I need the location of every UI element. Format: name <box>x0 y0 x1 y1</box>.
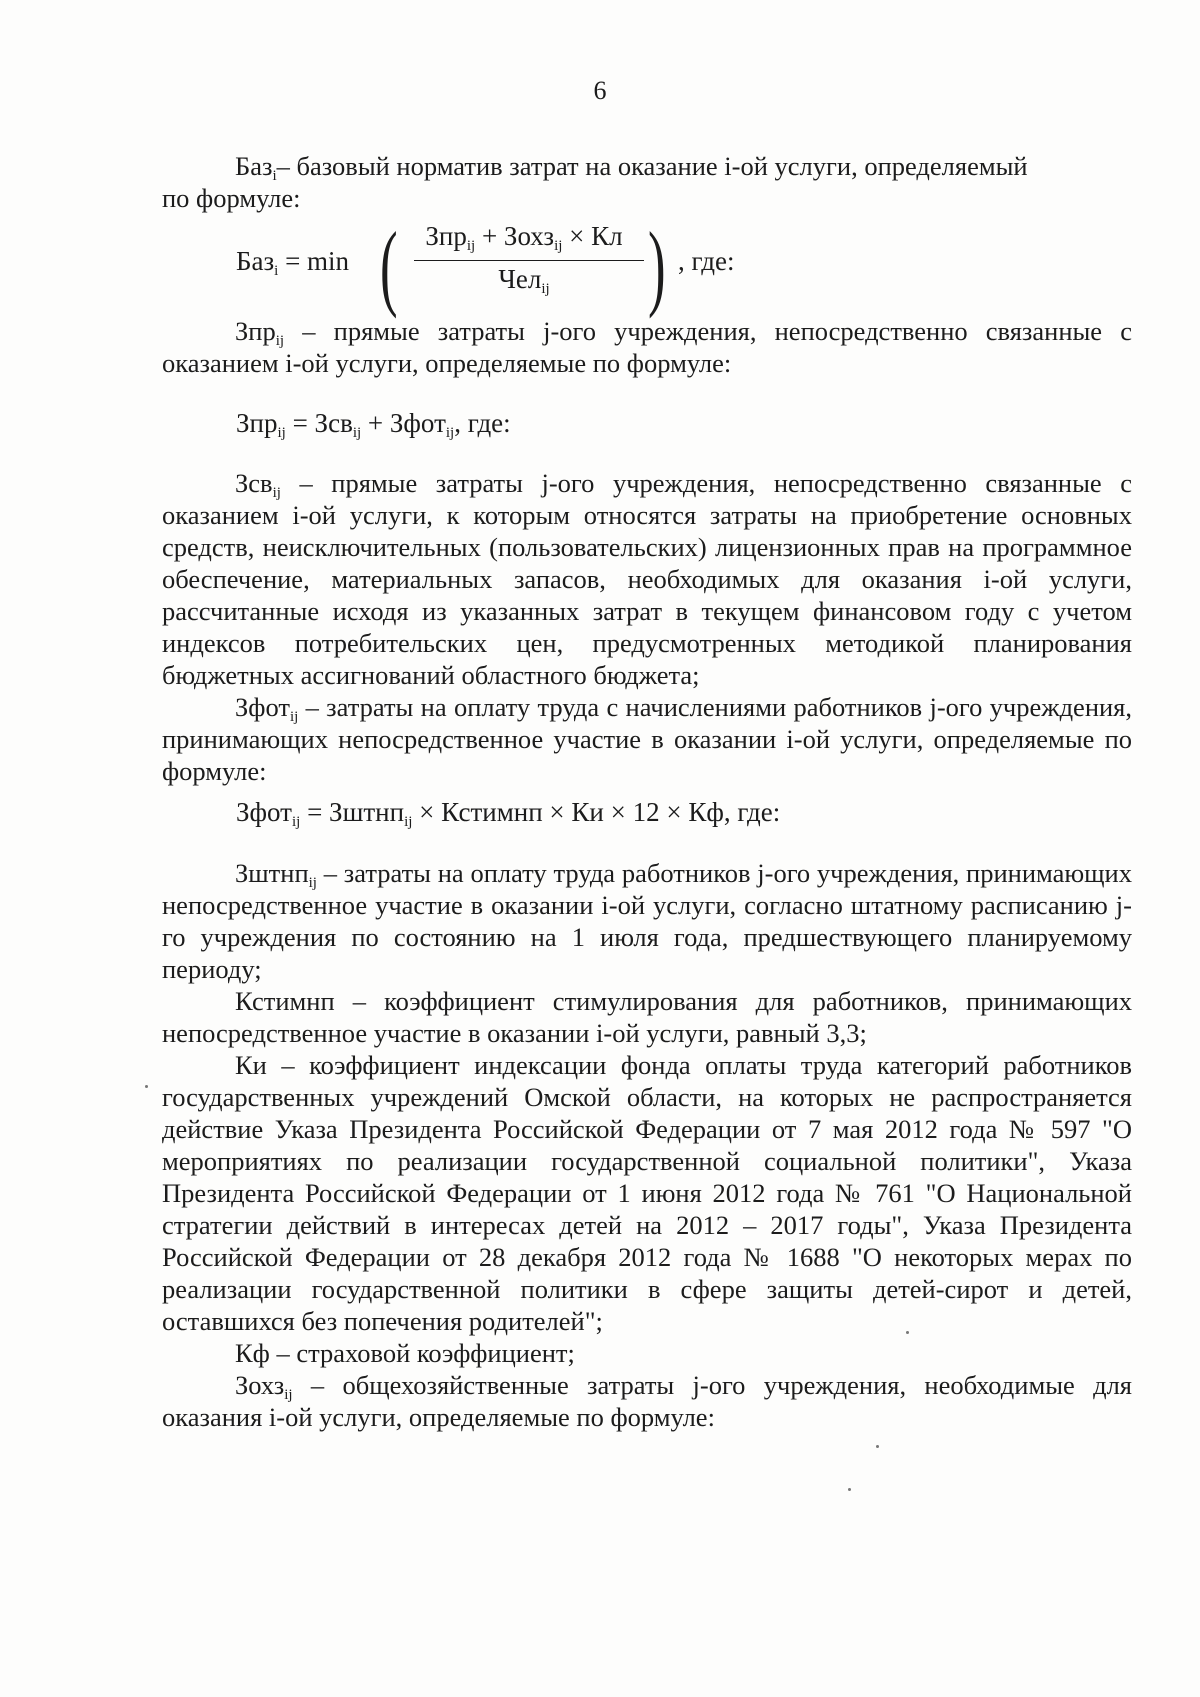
den-chel: Чел <box>498 264 542 294</box>
zsv-zfot-block <box>162 467 1132 787</box>
zshtnp-term: Зштнп <box>235 858 309 888</box>
fzpr-a-sub: ij <box>277 425 286 441</box>
zohz-term: Зохз <box>235 1370 285 1400</box>
fzfot-b: = Зштнп <box>300 797 405 827</box>
fzfot-rest: × Кстимнп × Ки × 12 × Кф, где: <box>412 797 781 827</box>
fzpr-b: = Зсв <box>285 408 353 438</box>
formula-baz-denominator <box>404 264 644 295</box>
fzpr-b-sub: ij <box>352 425 362 441</box>
num-zohz: + Зохз <box>481 221 555 251</box>
right-paren: ) <box>648 212 666 319</box>
scan-speck <box>876 1445 879 1448</box>
intro-text: – базовый норматив затрат на оказание i-ой услуги, определяемый <box>276 151 1028 181</box>
page-number: 6 <box>593 76 607 105</box>
scan-speck <box>906 1331 909 1334</box>
formula-baz-lhs <box>236 246 349 277</box>
zohz-text: – общехозяйственные затраты j-ого учреждения, необходимые для оказания i-ой услуги, определяемые по формуле: <box>162 1370 1132 1432</box>
zfot-text: – затраты на оплату труда с начислениями работников j-ого учреждения, принимающих непосредственное участие в оказании i-ой услуги, определяемые по формуле: <box>162 692 1132 786</box>
fzfot-a: Зфот <box>236 797 292 827</box>
zsv-text: – прямые затраты j-ого учреждения, непосредственно связанные с оказанием i-ой услуги, к которым относятся затраты на приобретение основных средств, неисключительных (пользовательских) лицензионных прав на программное обеспечение, материальных запасов, необходимых для оказания i-ой услуги, рассчитанные исходя из указанных затрат в текущем финансовом году с учетом индексов потребительских цен, предусмотренных методикой планирования бюджетных ассигнований областного бюджета; <box>162 468 1132 690</box>
zpr-sub: ij <box>275 333 285 349</box>
zsv-term: Зсв <box>235 468 273 498</box>
fraction-bar <box>414 260 644 261</box>
formula-baz-tail: , где: <box>678 246 735 276</box>
fzfot-a-sub: ij <box>291 814 301 830</box>
num-zpr-sub: ij <box>466 238 476 254</box>
formula-baz <box>236 208 796 318</box>
fzpr-a: Зпр <box>236 408 278 438</box>
zshtnp-paragraph <box>162 857 1132 985</box>
zsv-paragraph <box>162 467 1132 691</box>
zohz-paragraph <box>162 1369 1132 1433</box>
zpr-definition <box>162 315 1132 379</box>
remaining-definitions <box>162 857 1132 1433</box>
intro-paragraph <box>162 150 1132 214</box>
fzpr-c-sub: ij <box>445 425 455 441</box>
ki-paragraph: Ки – коэффициент индексации фонда оплаты труда категорий работников государственных учреждений Омской области, на которых не распространяется действие Указа Президента Российской Федерации от 7 мая 2012 года № 597 "О мероприятиях по реализации государственной социальной политики", Указа Президента Российской Федерации от 1 июня 2012 года № 761 "О Национальной стратегии действий в интересах детей на 2012 – 2017 годы", Указа Президента Российской Федерации от 28 декабря 2012 года № 1688 "О некоторых мерах по реализации государственной политики в сфере защиты детей-сирот и детей, оставшихся без попечения родителей"; <box>162 1050 1132 1336</box>
zshtnp-text: – затраты на оплату труда работников j-ого учреждения, принимающих непосредственное участие в оказании i-ой услуги, согласно штатному расписанию j-го учреждения по состоянию на 1 июля года, предшествующего планируемому периоду; <box>162 858 1132 984</box>
fzfot-b-sub: ij <box>404 814 413 830</box>
zsv-sub: ij <box>272 485 281 501</box>
formula-zpr <box>236 408 511 439</box>
zohz-sub: ij <box>284 1387 293 1403</box>
intro-term-sub: i <box>272 168 277 184</box>
formula-baz-numerator <box>404 221 644 252</box>
zshtnp-sub: ij <box>308 875 317 891</box>
zfot-paragraph <box>162 691 1132 787</box>
num-zpr: Зпр <box>425 221 467 251</box>
zfot-sub: ij <box>289 709 299 725</box>
zpr-text: – прямые затраты j-ого учреждения, непосредственно связанные с оказанием i-ой услуги, определяемые по формуле: <box>162 316 1132 378</box>
kstimnp-paragraph: Кстимнп – коэффициент стимулирования для работников, принимающих непосредственное участие в оказании i-ой услуги, равный 3,3; <box>162 986 1132 1048</box>
scan-speck <box>145 1085 148 1088</box>
kf-paragraph: Кф – страховой коэффициент; <box>235 1338 575 1368</box>
fzpr-c: + Зфот <box>361 408 446 438</box>
formula-baz-lhs-sub: i <box>274 263 279 279</box>
num-zohz-sub: ij <box>554 238 563 254</box>
fzpr-tail: , где: <box>454 408 511 438</box>
formula-baz-min: = min <box>285 246 350 276</box>
intro-line-1 <box>162 150 1132 182</box>
intro-term: Баз <box>235 151 273 181</box>
scan-speck <box>848 1488 851 1491</box>
left-paren: ( <box>380 212 398 319</box>
formula-zfot <box>236 797 780 828</box>
formula-baz-lhs-term: Баз <box>236 246 275 276</box>
zfot-term: Зфот <box>235 692 290 722</box>
zpr-paragraph <box>162 315 1132 379</box>
intro-line-2: по формуле: <box>162 183 301 213</box>
den-chel-sub: ij <box>541 281 550 297</box>
num-kl: × Кл <box>569 221 623 251</box>
zpr-term: Зпр <box>235 316 276 346</box>
